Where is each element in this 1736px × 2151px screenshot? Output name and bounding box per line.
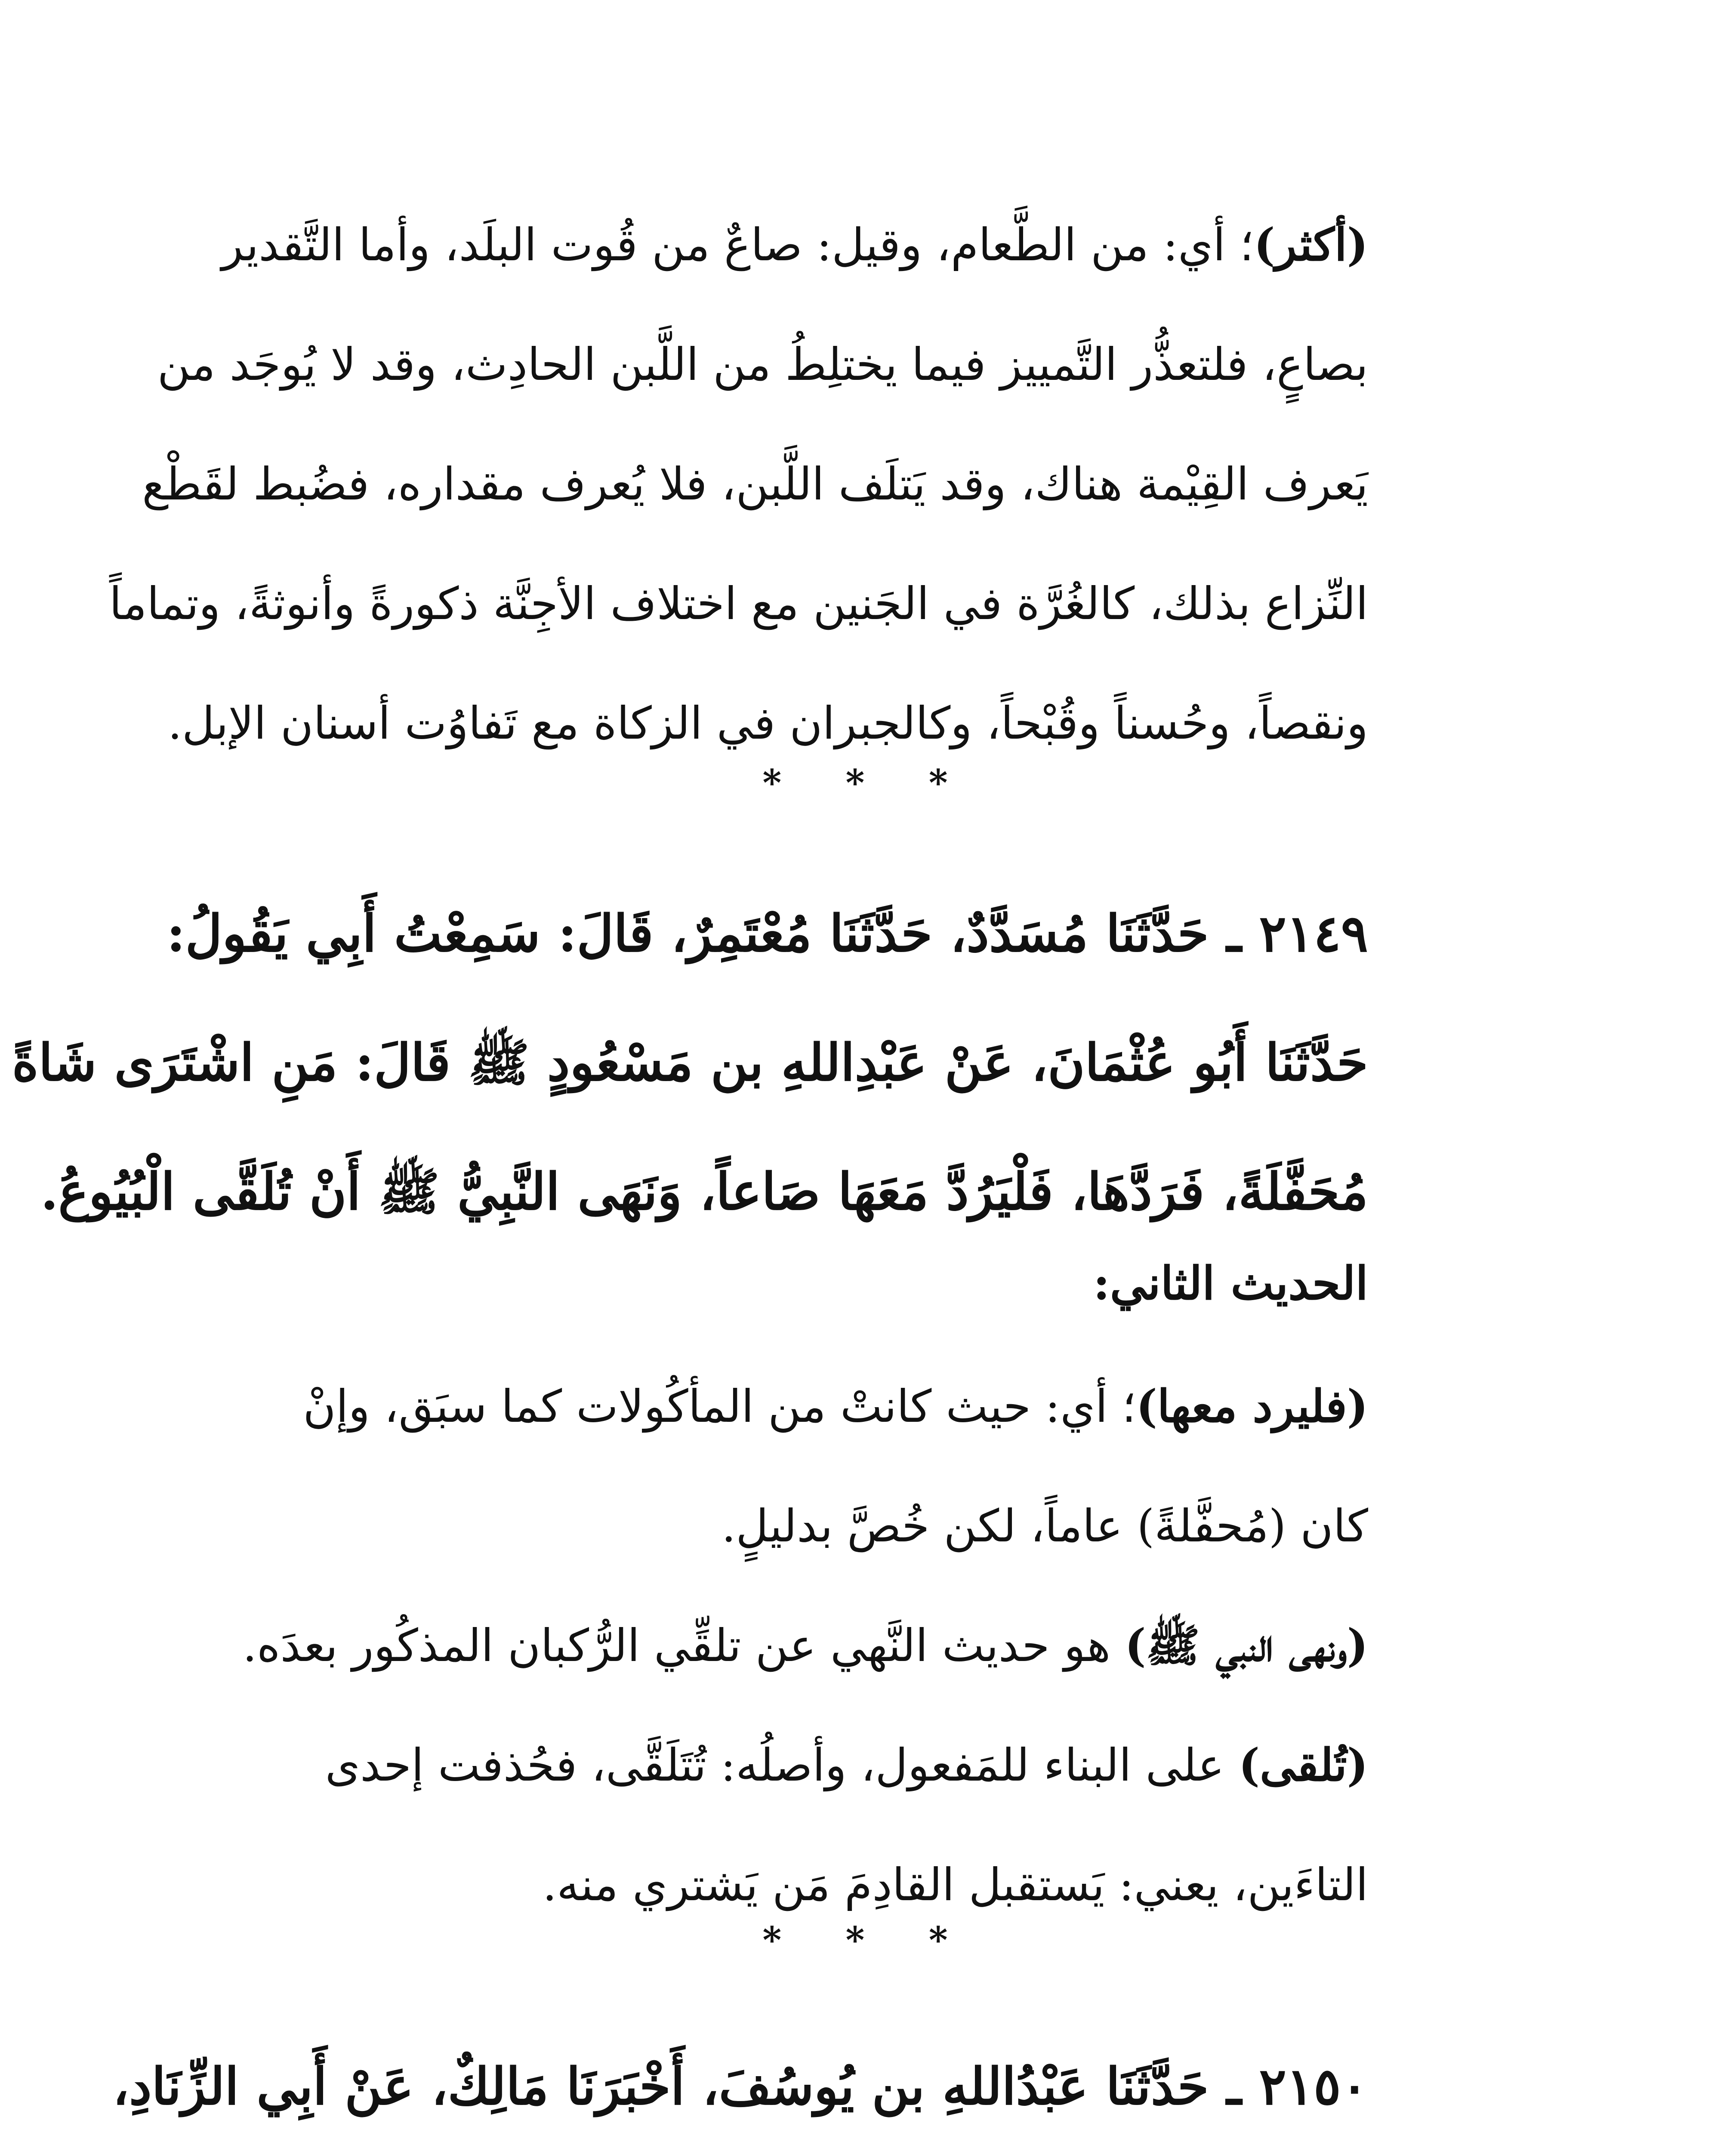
hadith-2150 <box>112 2022 1368 2151</box>
commentary-line <box>207 1705 1368 1825</box>
commentary-line: يَعرف القِيْمة هناك، وقد يَتلَف اللَّبن، فلا يُعرف مقداره، فضُبط لقَطْع <box>142 458 1368 510</box>
hadith-2149 <box>12 869 1368 1256</box>
quoted-term: (ونهى النبي ﷺ) <box>1125 1619 1368 1672</box>
commentary-text: ؛ أي: حيث كانتْ من المأكُولات كما سبَق، وإنْ <box>303 1380 1136 1433</box>
hadith-line: حَدَّثَنَا أَبُو عُثْمَانَ، عَنْ عَبْدِاللهِ بن مَسْعُودٍ ﷺ قَالَ: مَنِ اشْتَرَى شَاةً <box>12 1032 1368 1092</box>
second-commentary <box>207 1347 1368 1945</box>
section-separator: * * * <box>762 761 974 804</box>
commentary-line: التاءَين، يعني: يَستقبل القادِمَ مَن يَشتري منه. <box>543 1858 1368 1911</box>
quoted-term: (تُلقى) <box>1238 1738 1368 1791</box>
top-commentary <box>109 185 1368 783</box>
commentary-line: النِّزاع بذلك، كالغُرَّة في الجَنين مع اختلاف الأجِنَّة ذكورةً وأنوثةً، وتماماً <box>109 577 1368 630</box>
section-separator: * * * <box>762 1919 974 1961</box>
commentary-text: على البناء للمَفعول، وأصلُه: تُتَلَقَّى، فحُذفت إحدى <box>325 1739 1239 1791</box>
commentary-line <box>207 185 1368 305</box>
commentary-line: بصاعٍ، فلتعذُّر التَّمييز فيما يختلِطُ من اللَّبن الحادِث، وقد لا يُوجَد من <box>157 338 1368 391</box>
quoted-term: (أكثر) <box>1254 218 1368 271</box>
commentary-text: هو حديث النَّهي عن تلقِّي الرُّكبان المذكُور بعدَه. <box>242 1619 1125 1672</box>
quoted-term: (فليرد معها) <box>1136 1380 1368 1433</box>
commentary-line <box>207 1586 1368 1705</box>
section-heading: الحديث الثاني: <box>1093 1256 1368 1310</box>
commentary-text: ؛ أي: من الطَّعام، وقيل: صاعٌ من قُوت البلَد، وأما التَّقدير <box>221 219 1254 271</box>
commentary-line <box>207 1347 1368 1466</box>
hadith-line: ٢١٥٠ ـ حَدَّثَنَا عَبْدُاللهِ بن يُوسُفَ، أَخْبَرَنَا مَالِكٌ، عَنْ أَبِي الزِّنَادِ، <box>112 2056 1368 2116</box>
hadith-line: مُحَفَّلَةً، فَرَدَّهَا، فَلْيَرُدَّ مَعَهَا صَاعاً، وَنَهَى النَّبِيُّ ﷺ أَنْ تُلَقَّى الْبُيُوعُ. <box>40 1162 1368 1221</box>
commentary-line: كان (مُحفَّلةً) عاماً، لكن خُصَّ بدليلٍ. <box>722 1500 1368 1552</box>
hadith-line: ٢١٤٩ ـ حَدَّثَنَا مُسَدَّدٌ، حَدَّثَنَا مُعْتَمِرٌ، قَالَ: سَمِعْتُ أَبِي يَقُولُ: <box>167 903 1368 963</box>
commentary-line: ونقصاً، وحُسناً وقُبْحاً، وكالجبران في الزكاة مع تَفاوُت أسنان الإبل. <box>167 697 1368 749</box>
